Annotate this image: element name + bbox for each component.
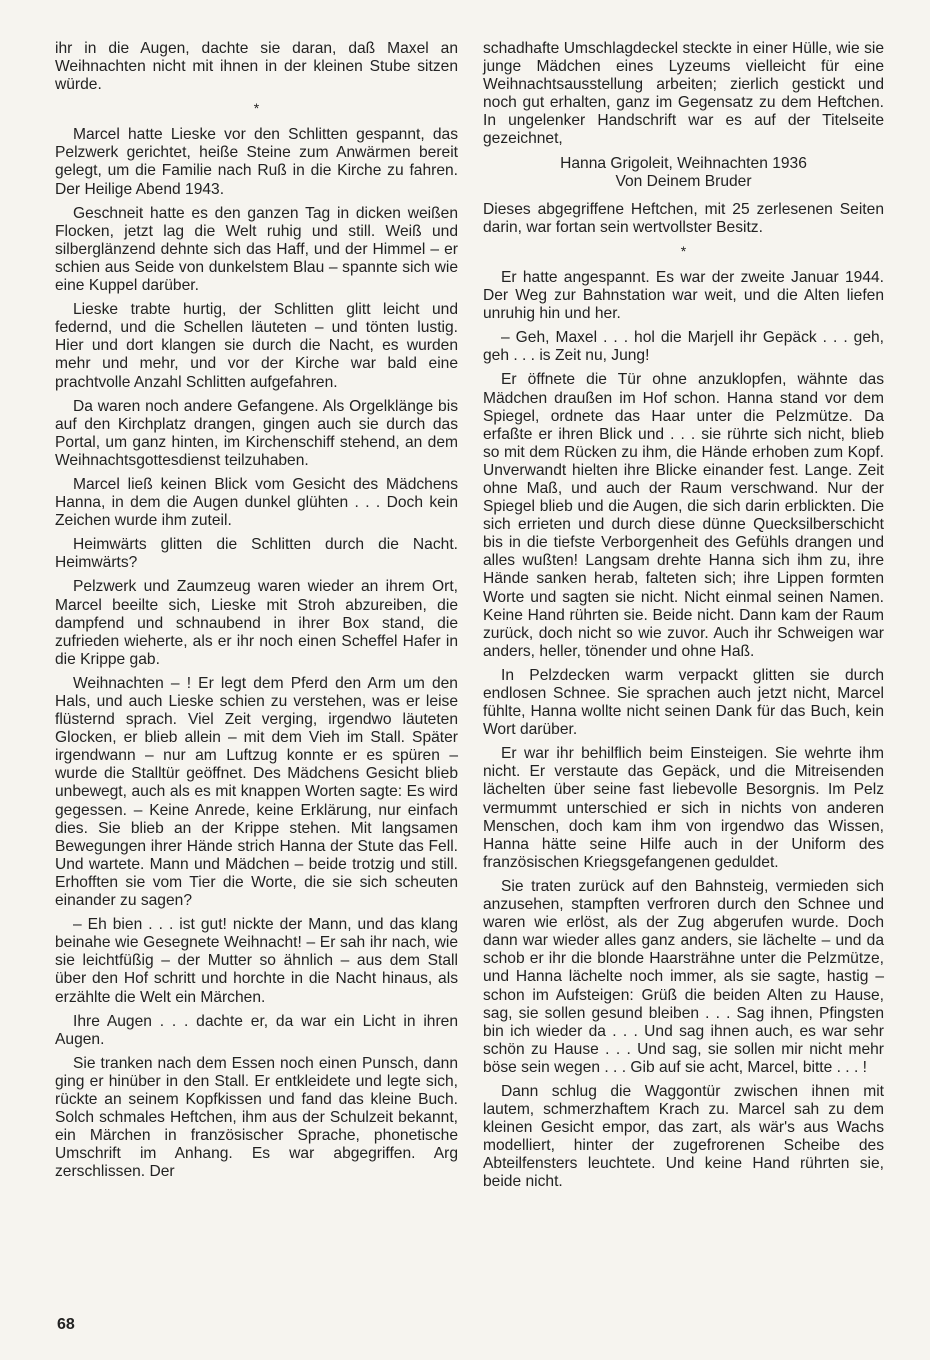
- paragraph: Lieske trabte hurtig, der Schlitten glitt leicht und federnd, und die Schellen läuteten – und tönten lustig. Hier und dort klangen sie durch die Nacht, es wurden mehr und mehr, und vor der Kirche war bald eine prachtvolle Anzahl Schlitten aufgefahren.: [55, 301, 458, 391]
- left-column: [55, 40, 458, 1187]
- paragraph: Geschneit hatte es den ganzen Tag in dicken weißen Flocken, jetzt lag die Welt ruhig und still. Weiß und silberglänzend dehnte sich das Haff, und der Himmel – er schien aus Seide von dunkelstem Blau – spannte sich wie eine Kuppel darüber.: [55, 204, 458, 295]
- paragraph: Sie tranken nach dem Essen noch einen Punsch, dann ging er hinüber in den Stall. Er entkleidete und legte sich, rückte an seinem Kopfkissen und fand das kleine Buch. Solch schmales Heftchen, ihm aus der Schulzeit bekannt, ein Märchen in französischer Sprache, phonetische Umschrift im Anhang. Es war abgegriffen. Arg zerschlissen. Der: [55, 1054, 458, 1181]
- inscription-line: Von Deinem Bruder: [615, 172, 752, 190]
- paragraph: – Geh, Maxel . . . hol die Marjell ihr Gepäck . . . geh, geh . . . is Zeit nu, Jung!: [483, 329, 884, 365]
- paragraph: Heimwärts glitten die Schlitten durch die Nacht. Heimwärts?: [55, 536, 458, 572]
- paragraph: Er war ihr behilflich beim Einsteigen. Sie wehrte ihm nicht. Er verstaute das Gepäck, und die Mitreisenden lächelten über seine fast liebevolle Besorgnis. Im Pelz vermummt unterschied er sich in nichts von anderen Menschen, doch kam ihm von irgendwo das Wissen, Hanna hätte seine Hilfe auch in der Uniform des französischen Kriegsgefangenen geduldet.: [483, 745, 884, 871]
- paragraph: Er öffnete die Tür ohne anzuklopfen, wähnte das Mädchen draußen im Hof schon. Hanna stand vor dem Spiegel, ordnete das Haar unter die Pelzmütze. Da erfaßte er ihren Blick und . . . sie rührte sich nicht, blieb so mit dem Rücken zu ihm, die Hände erhoben zum Kopf. Unverwandt hielten ihre Blicke einander fest. Lange. Zeit ohne Maß, und auch der Raum verschwand. Nur der Spiegel blieb und die Augen, die sich darin erblickten. Die sich errieten und durch diese dünne Quecksilberschicht bis in die tiefste Verborgenheit des Gefühls drangen und alles wußten! Langsam drehte Hanna sich ihm zu, ihre Hände sanken herab, falteten sich; ihre Lippen formten Worte und sagten sie nicht. Nicht einmal seinen Namen. Keine Hand rührten sie. Beide nicht. Dann kam der Raum zurück, doch nicht so wie zuvor. Auch ihr Schweigen war anders, heller, tönender und ohne Haß.: [483, 371, 884, 660]
- paragraph: schadhafte Umschlagdeckel steckte in einer Hülle, wie sie junge Mädchen eines Lyzeums vielleicht für eine Weihnachtsausstellung arbeiten; zierlich gestickt und noch gut erhalten, ganz im Gegensatz zu dem Heftchen. In ungelenker Handschrift war es auf der Titelseite gezeichnet,: [483, 40, 884, 148]
- paragraph: Weihnachten – ! Er legt dem Pferd den Arm um den Hals, und auch Lieske schien zu verstehen, was er leise flüsternd sprach. Viel Zeit verging, irgendwo läuteten Glocken, er blieb allein – mit dem Vieh im Stall. Später irgendwann – nur am Luftzug konnte er es spüren – wurde die Stalltür geöffnet. Des Mädchens Gesicht blieb unbewegt, auch als es mit knappen Worten sagte: Es wird gegessen. – Keine Anrede, keine Erklärung, nur einfach dies. Sie blieb an der Krippe stehen. Mit langsamen Bewegungen ihrer Hände strich Hanna der Stute das Fell. Und wartete. Mann und Mädchen – beide trotzig und still. Erhofften sie vom Tier die Worte, die sie sich scheuten einander zu sagen?: [55, 674, 458, 910]
- right-column: [483, 40, 884, 1198]
- paragraph: Da waren noch andere Gefangene. Als Orgelklänge bis auf den Kirchplatz drangen, gingen auch sie durch das Portal, um ganz hinten, im Kirchenschiff stehend, an dem Weihnachtsgottesdienst teilzuhaben.: [55, 397, 458, 469]
- paragraph: Er hatte angespannt. Es war der zweite Januar 1944. Der Weg zur Bahnstation war weit, und die Alten liefen unruhig hin und her.: [483, 268, 884, 323]
- section-separator: *: [680, 242, 687, 259]
- paragraph: Dieses abgegriffene Heftchen, mit 25 zerlesenen Seiten darin, war fortan sein wertvollster Besitz.: [483, 200, 884, 236]
- section-separator: *: [253, 100, 260, 117]
- page-number: 68: [57, 1316, 75, 1333]
- paragraph: Marcel hatte Lieske vor den Schlitten gespannt, das Pelzwerk gerichtet, heiße Steine zum Anwärmen bereit gelegt, um die Familie nach Ruß in die Kirche zu fahren. Der Heilige Abend 1943.: [55, 126, 458, 198]
- paragraph: In Pelzdecken warm verpackt glitten sie durch endlosen Schnee. Sie sprachen auch jetzt nicht, Marcel fühlte, Hanna wollte nicht seinen Dank für das Buch, kein Wort darüber.: [483, 666, 884, 739]
- paragraph: Ihre Augen . . . dachte er, da war ein Licht in ihren Augen.: [55, 1012, 458, 1048]
- inscription: [483, 155, 884, 191]
- paragraph: Dann schlug die Waggontür zwischen ihnen mit lautem, schmerzhaftem Krach zu. Marcel sah zu dem kleinen Gesicht empor, das zart, als wär's aus Wachs modelliert, hinter der zugefrorenen Scheibe des Abteilfensters leuchtete. Und keine Hand rührten sie, beide nicht.: [483, 1082, 884, 1191]
- inscription-line: Hanna Grigoleit, Weihnachten 1936: [560, 154, 807, 172]
- paragraph: ihr in die Augen, dachte sie daran, daß Maxel an Weihnachten nicht mit ihnen in der kleinen Stube sitzen würde.: [55, 40, 458, 94]
- paragraph: Marcel ließ keinen Blick vom Gesicht des Mädchens Hanna, in dem die Augen dunkel glühten . . . Doch kein Zeichen wurde ihm zuteil.: [55, 475, 458, 530]
- paragraph: Sie traten zurück auf den Bahnsteig, vermieden sich anzusehen, stampften verfroren durch den Schnee und waren wie erlöst, als der Zug abgerufen wurde. Doch dann war wieder alles ganz anders, sie lächelte – und da schob er ihr die blonde Haarsträhne unter die Pelzmütze, und Hanna lächelte noch immer, als sie sagte, hastig – schon im Aufsteigen: Grüß die beiden Alten zu Hause, sag, sie sollen gesund bleiben . . . Sag ihnen, Pfingsten bin ich wieder da . . . Und sag ihnen auch, es war sehr schön zu Hause . . . Und sag, sie sollen mir nicht mehr böse sein wegen . . . Gib auf sie acht, Marcel, bitte . . . !: [483, 877, 884, 1076]
- paragraph: – Eh bien . . . ist gut! nickte der Mann, und das klang beinahe wie Gesegnete Weihnacht! – Er sah ihr nach, wie sie leichtfüßig – der Mutter so ähnlich – aus dem Stall über den Hof schritt und horchte in die Nacht hinaus, als erzählte die Welt ein Märchen.: [55, 916, 458, 1006]
- paragraph: Pelzwerk und Zaumzeug waren wieder an ihrem Ort, Marcel beeilte sich, Lieske mit Stroh abzureiben, die dampfend und schnaubend in ihrer Box stand, die zufrieden wieherte, als er ihr noch einen Scheffel Hafer in die Krippe gab.: [55, 578, 458, 668]
